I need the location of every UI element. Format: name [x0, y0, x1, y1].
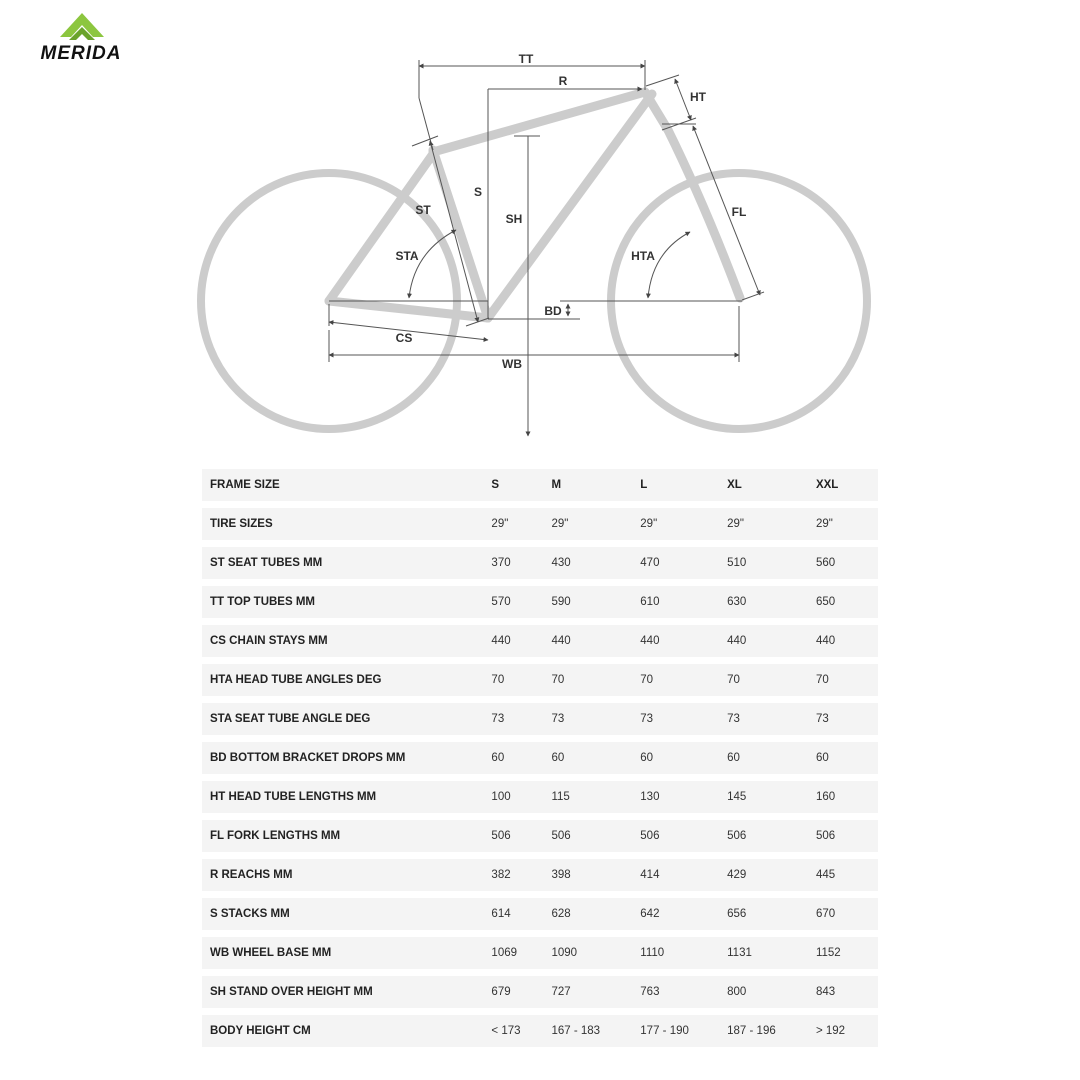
row-value: 670 [816, 898, 878, 930]
label-sh: SH [505, 212, 523, 226]
label-sta: STA [395, 249, 419, 263]
row-value: 73 [491, 703, 551, 735]
row-value: 29" [551, 508, 640, 540]
table-row [202, 976, 878, 1008]
row-value: 145 [727, 781, 816, 813]
row-value: 440 [727, 625, 816, 657]
label-cs: CS [395, 331, 413, 345]
row-label: BODY HEIGHT CM [202, 1015, 491, 1047]
header-size-xxl: XXL [816, 469, 878, 501]
row-label: SH STAND OVER HEIGHT MM [202, 976, 491, 1008]
table-row [202, 937, 878, 969]
row-value: 650 [816, 586, 878, 618]
row-label: TT TOP TUBES MM [202, 586, 491, 618]
row-value: 1110 [640, 937, 727, 969]
row-label: R REACHS MM [202, 859, 491, 891]
row-label: BD BOTTOM BRACKET DROPS MM [202, 742, 491, 774]
row-value: 60 [491, 742, 551, 774]
row-value: 445 [816, 859, 878, 891]
row-label: S STACKS MM [202, 898, 491, 930]
row-value: 506 [816, 820, 878, 852]
table-row [202, 664, 878, 696]
row-label: ST SEAT TUBES MM [202, 547, 491, 579]
row-value: 628 [551, 898, 640, 930]
row-value: 73 [551, 703, 640, 735]
row-value: 70 [551, 664, 640, 696]
row-value: 60 [640, 742, 727, 774]
geometry-table [202, 462, 878, 1054]
row-value: 1090 [551, 937, 640, 969]
table-row [202, 781, 878, 813]
row-value: 800 [727, 976, 816, 1008]
row-label: CS CHAIN STAYS MM [202, 625, 491, 657]
table-row [202, 508, 878, 540]
row-value: 29" [727, 508, 816, 540]
row-value: 679 [491, 976, 551, 1008]
label-fl: FL [731, 205, 747, 219]
row-value: 398 [551, 859, 640, 891]
label-wb: WB [502, 357, 522, 371]
row-value: 440 [816, 625, 878, 657]
header-size-s: S [491, 469, 551, 501]
row-value: 506 [727, 820, 816, 852]
row-value: 29" [816, 508, 878, 540]
row-value: 160 [816, 781, 878, 813]
row-value: 60 [727, 742, 816, 774]
row-value: 630 [727, 586, 816, 618]
header-frame-size: FRAME SIZE [202, 469, 491, 501]
row-value: 130 [640, 781, 727, 813]
table-row [202, 703, 878, 735]
row-value: 440 [491, 625, 551, 657]
row-label: HT HEAD TUBE LENGTHS MM [202, 781, 491, 813]
row-value: 470 [640, 547, 727, 579]
table-header-row [202, 469, 878, 501]
header-size-l: L [640, 469, 727, 501]
row-value: 115 [551, 781, 640, 813]
row-value: 70 [640, 664, 727, 696]
row-value: 440 [551, 625, 640, 657]
row-value: 506 [551, 820, 640, 852]
row-value: 177 - 190 [640, 1015, 727, 1047]
row-value: 70 [727, 664, 816, 696]
row-value: 429 [727, 859, 816, 891]
row-value: 614 [491, 898, 551, 930]
row-label: WB WHEEL BASE MM [202, 937, 491, 969]
row-value: 60 [551, 742, 640, 774]
bike-geometry-diagram [0, 0, 1080, 460]
row-value: 506 [491, 820, 551, 852]
table-row [202, 547, 878, 579]
row-value: 506 [640, 820, 727, 852]
table-row [202, 820, 878, 852]
row-value: 187 - 196 [727, 1015, 816, 1047]
table-row [202, 859, 878, 891]
row-value: 843 [816, 976, 878, 1008]
label-st: ST [415, 203, 431, 217]
row-value: 167 - 183 [551, 1015, 640, 1047]
row-value: 570 [491, 586, 551, 618]
row-value: 29" [491, 508, 551, 540]
row-value: 73 [816, 703, 878, 735]
row-value: 610 [640, 586, 727, 618]
label-ht: HT [690, 90, 706, 104]
row-value: 656 [727, 898, 816, 930]
row-value: > 192 [816, 1015, 878, 1047]
row-label: FL FORK LENGTHS MM [202, 820, 491, 852]
row-value: 1069 [491, 937, 551, 969]
header-size-m: M [551, 469, 640, 501]
header-size-xl: XL [727, 469, 816, 501]
label-hta: HTA [631, 249, 655, 263]
row-value: 763 [640, 976, 727, 1008]
row-value: 590 [551, 586, 640, 618]
row-value: 642 [640, 898, 727, 930]
row-value: 510 [727, 547, 816, 579]
row-value: 560 [816, 547, 878, 579]
row-value: 1131 [727, 937, 816, 969]
row-value: 29" [640, 508, 727, 540]
row-value: 370 [491, 547, 551, 579]
row-value: 382 [491, 859, 551, 891]
row-label: HTA HEAD TUBE ANGLES DEG [202, 664, 491, 696]
table-row [202, 898, 878, 930]
row-value: 70 [491, 664, 551, 696]
row-value: 60 [816, 742, 878, 774]
row-value: 73 [727, 703, 816, 735]
table-row [202, 625, 878, 657]
row-value: 727 [551, 976, 640, 1008]
row-value: 440 [640, 625, 727, 657]
row-label: STA SEAT TUBE ANGLE DEG [202, 703, 491, 735]
label-s: S [473, 185, 483, 199]
label-tt: TT [518, 52, 534, 66]
table-row [202, 1015, 878, 1047]
row-value: 100 [491, 781, 551, 813]
row-value: 1152 [816, 937, 878, 969]
row-value: 70 [816, 664, 878, 696]
row-value: 414 [640, 859, 727, 891]
table-row [202, 586, 878, 618]
label-bd: BD [544, 304, 562, 318]
table-row [202, 742, 878, 774]
logo-wordmark: MERIDA [40, 43, 122, 64]
label-r: R [558, 74, 568, 88]
row-label: TIRE SIZES [202, 508, 491, 540]
bike-frame [329, 92, 740, 318]
row-value: 430 [551, 547, 640, 579]
row-value: < 173 [491, 1015, 551, 1047]
row-value: 73 [640, 703, 727, 735]
